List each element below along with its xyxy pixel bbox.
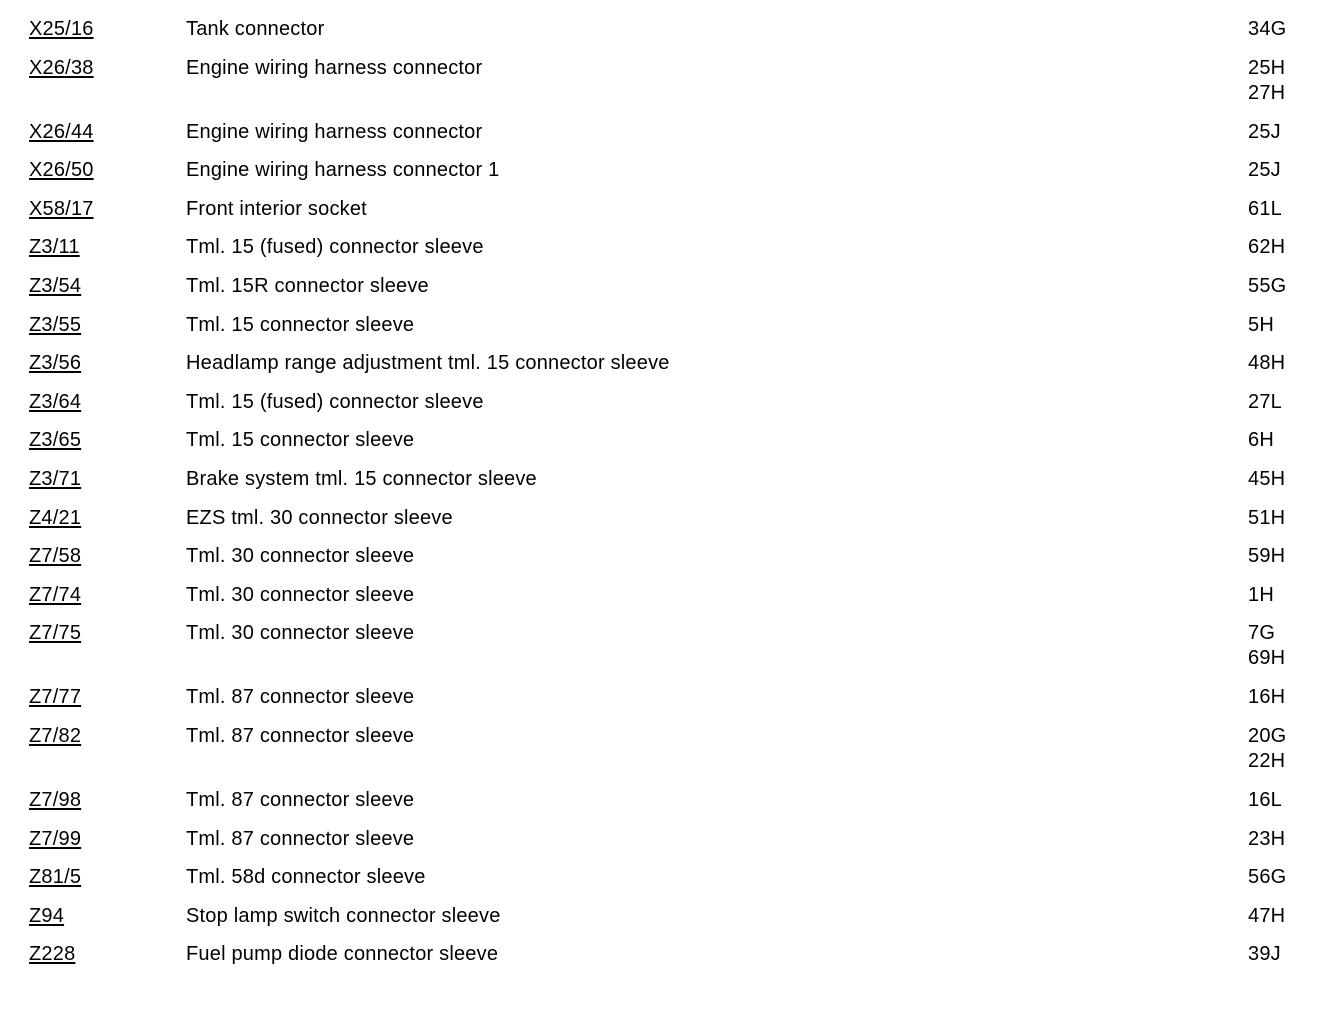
- grid-reference-list: [1248, 428, 1338, 453]
- component-code-link[interactable]: Z3/54: [29, 274, 82, 297]
- component-code-cell: [29, 467, 186, 492]
- component-description: Engine wiring harness connector: [186, 120, 483, 143]
- grid-reference: 34G: [1248, 18, 1287, 40]
- component-code-cell: [29, 158, 186, 183]
- legend-row: [0, 120, 1344, 159]
- component-description: Tml. 15 connector sleeve: [186, 429, 415, 452]
- component-code-cell: [29, 827, 186, 852]
- component-code-link[interactable]: Z7/82: [29, 724, 82, 747]
- grid-reference: 51H: [1248, 506, 1286, 529]
- component-code-cell: [29, 685, 186, 710]
- legend-row: [0, 865, 1344, 904]
- legend-row: [0, 621, 1344, 685]
- component-code-cell: [29, 274, 186, 299]
- component-code-link[interactable]: Z4/21: [29, 506, 82, 529]
- component-description: Tml. 87 connector sleeve: [186, 827, 415, 850]
- component-code-cell: [29, 865, 186, 890]
- grid-reference-list: [1248, 158, 1338, 183]
- grid-reference: 27L: [1248, 390, 1282, 413]
- grid-reference: 16L: [1248, 788, 1282, 811]
- legend-row: [0, 197, 1344, 236]
- component-description: Tml. 30 connector sleeve: [186, 545, 415, 568]
- grid-reference-list: [1248, 120, 1338, 145]
- grid-reference-list: [1248, 56, 1338, 106]
- grid-reference-list: [1248, 904, 1338, 929]
- grid-reference-list: [1248, 865, 1338, 890]
- legend-row: [0, 313, 1344, 352]
- component-description: Tml. 15R connector sleeve: [186, 274, 429, 297]
- grid-reference: 1H: [1248, 583, 1274, 606]
- grid-reference-list: [1248, 942, 1338, 967]
- legend-row: [0, 158, 1344, 197]
- component-code-link[interactable]: Z7/98: [29, 788, 82, 811]
- component-code-link[interactable]: X58/17: [29, 197, 94, 220]
- legend-row: [0, 274, 1344, 313]
- legend-row: [0, 904, 1344, 943]
- component-code-cell: [29, 904, 186, 929]
- legend-row: [0, 685, 1344, 724]
- component-code-link[interactable]: Z3/64: [29, 390, 82, 413]
- grid-reference-list: [1248, 827, 1338, 852]
- component-code-link[interactable]: Z228: [29, 943, 76, 966]
- component-description: Tml. 15 (fused) connector sleeve: [186, 390, 484, 413]
- legend-row: [0, 788, 1344, 827]
- grid-reference: 48H: [1248, 352, 1286, 375]
- component-code-cell: [29, 197, 186, 222]
- legend-row: [0, 724, 1344, 788]
- grid-reference-list: [1248, 390, 1338, 415]
- component-code-cell: [29, 583, 186, 608]
- component-code-cell: [29, 313, 186, 338]
- legend-row: [0, 467, 1344, 506]
- grid-reference-list: [1248, 583, 1338, 608]
- grid-reference-list: [1248, 235, 1338, 260]
- component-description: Tml. 30 connector sleeve: [186, 583, 415, 606]
- component-code-cell: [29, 942, 186, 967]
- component-code-cell: [29, 724, 186, 749]
- component-code-cell: [29, 351, 186, 376]
- grid-reference: 56G: [1248, 866, 1287, 889]
- component-description: Tank connector: [186, 18, 325, 40]
- component-description: Front interior socket: [186, 197, 367, 220]
- component-code-link[interactable]: Z81/5: [29, 866, 82, 889]
- grid-reference: 22H: [1248, 749, 1286, 772]
- grid-reference: 25J: [1248, 120, 1281, 143]
- component-description: Tml. 58d connector sleeve: [186, 866, 426, 889]
- component-code-cell: [29, 235, 186, 260]
- grid-reference: 25H: [1248, 56, 1286, 79]
- grid-reference: 62H: [1248, 236, 1286, 259]
- component-description: Tml. 87 connector sleeve: [186, 686, 415, 709]
- component-code-link[interactable]: X26/50: [29, 159, 94, 182]
- component-code-link[interactable]: Z7/99: [29, 827, 82, 850]
- grid-reference-list: [1248, 197, 1338, 222]
- component-code-link[interactable]: Z3/65: [29, 429, 82, 452]
- component-description: Tml. 87 connector sleeve: [186, 788, 415, 811]
- grid-reference: 47H: [1248, 904, 1286, 927]
- grid-reference-list: [1248, 17, 1338, 42]
- component-code-cell: [29, 17, 186, 42]
- grid-reference: 59H: [1248, 545, 1286, 568]
- component-legend-list: [0, 17, 1344, 981]
- component-description: Brake system tml. 15 connector sleeve: [186, 467, 537, 490]
- component-code-link[interactable]: Z94: [29, 904, 65, 927]
- legend-row: [0, 506, 1344, 545]
- component-description: Tml. 15 (fused) connector sleeve: [186, 236, 484, 259]
- grid-reference: 61L: [1248, 197, 1282, 220]
- legend-row: [0, 827, 1344, 866]
- component-code-link[interactable]: Z7/75: [29, 622, 82, 645]
- component-code-cell: [29, 428, 186, 453]
- component-code-link[interactable]: Z3/55: [29, 313, 82, 336]
- grid-reference: 55G: [1248, 274, 1287, 297]
- component-description: Tml. 15 connector sleeve: [186, 313, 415, 336]
- grid-reference: 25J: [1248, 159, 1281, 182]
- component-description: Tml. 30 connector sleeve: [186, 622, 415, 645]
- component-code-link[interactable]: X26/44: [29, 120, 94, 143]
- grid-reference-list: [1248, 351, 1338, 376]
- legend-row: [0, 390, 1344, 429]
- component-code-cell: [29, 544, 186, 569]
- component-code-cell: [29, 390, 186, 415]
- grid-reference: 27H: [1248, 81, 1286, 104]
- grid-reference-list: [1248, 788, 1338, 813]
- legend-row: [0, 942, 1344, 981]
- component-description: Engine wiring harness connector: [186, 56, 483, 79]
- component-description: Fuel pump diode connector sleeve: [186, 943, 499, 966]
- component-code-cell: [29, 621, 186, 646]
- component-code-link[interactable]: Z7/74: [29, 583, 82, 606]
- grid-reference-list: [1248, 544, 1338, 569]
- grid-reference: 69H: [1248, 647, 1286, 670]
- grid-reference: 23H: [1248, 827, 1286, 850]
- component-description: Tml. 87 connector sleeve: [186, 724, 415, 747]
- component-code-link[interactable]: X26/38: [29, 56, 94, 79]
- grid-reference-list: [1248, 506, 1338, 531]
- grid-reference: 6H: [1248, 429, 1274, 452]
- grid-reference-list: [1248, 274, 1338, 299]
- component-description: Headlamp range adjustment tml. 15 connector sleeve: [186, 352, 670, 375]
- component-code-cell: [29, 56, 186, 81]
- legend-row: [0, 583, 1344, 622]
- component-code-cell: [29, 120, 186, 145]
- component-code-link[interactable]: Z7/77: [29, 686, 82, 709]
- grid-reference: 5H: [1248, 313, 1274, 336]
- grid-reference: 45H: [1248, 467, 1286, 490]
- component-code-link[interactable]: Z3/11: [29, 236, 80, 259]
- component-description: EZS tml. 30 connector sleeve: [186, 506, 453, 529]
- legend-row: [0, 544, 1344, 583]
- legend-row: [0, 17, 1344, 56]
- component-code-cell: [29, 788, 186, 813]
- component-code-link[interactable]: Z7/58: [29, 545, 82, 568]
- grid-reference: 7G: [1248, 622, 1276, 645]
- grid-reference-list: [1248, 724, 1338, 774]
- grid-reference-list: [1248, 685, 1338, 710]
- component-description: Stop lamp switch connector sleeve: [186, 904, 501, 927]
- component-code-link[interactable]: X25/16: [29, 18, 94, 40]
- legend-row: [0, 428, 1344, 467]
- component-description: Engine wiring harness connector 1: [186, 159, 500, 182]
- legend-row: [0, 56, 1344, 120]
- component-code-cell: [29, 506, 186, 531]
- component-code-link[interactable]: Z3/56: [29, 352, 82, 375]
- component-code-link[interactable]: Z3/71: [29, 467, 82, 490]
- grid-reference: 16H: [1248, 686, 1286, 709]
- grid-reference-list: [1248, 621, 1338, 671]
- grid-reference-list: [1248, 313, 1338, 338]
- grid-reference: 39J: [1248, 943, 1281, 966]
- grid-reference-list: [1248, 467, 1338, 492]
- legend-row: [0, 351, 1344, 390]
- legend-row: [0, 235, 1344, 274]
- grid-reference: 20G: [1248, 724, 1287, 747]
